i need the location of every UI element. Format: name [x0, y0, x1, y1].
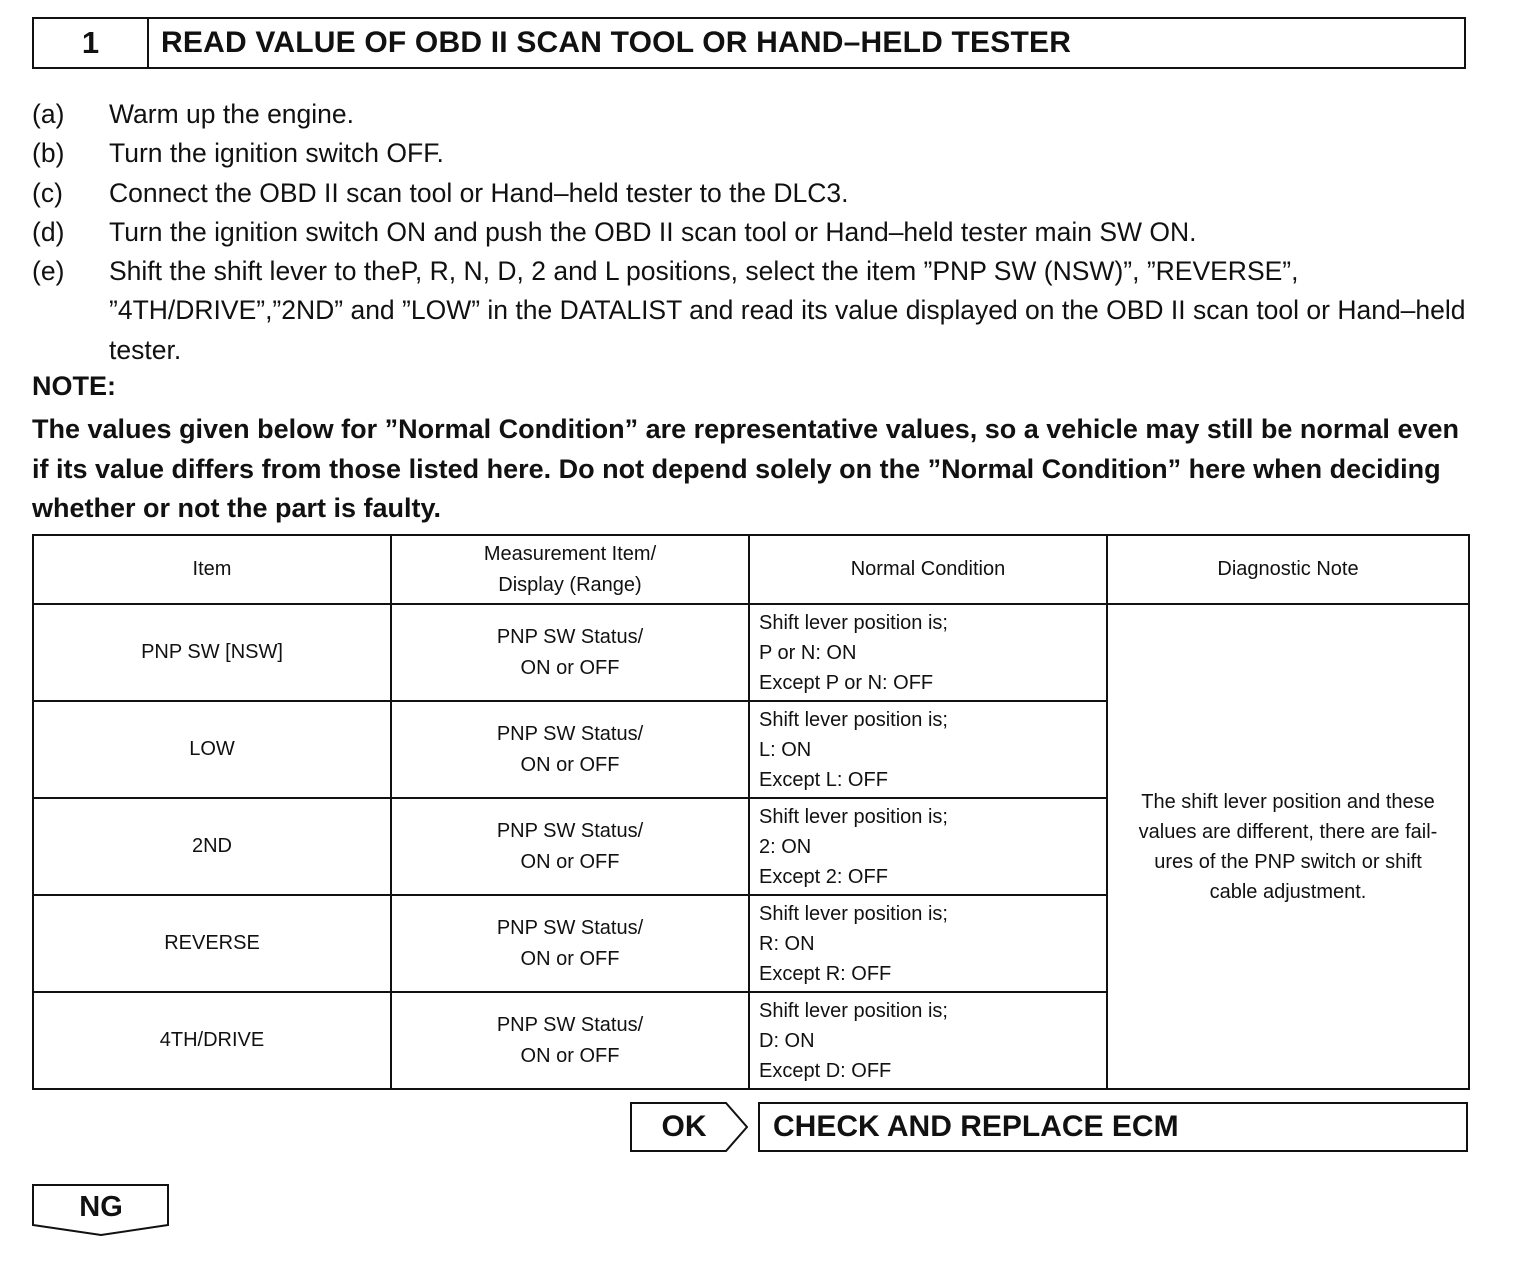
- condition-cell: [749, 798, 1107, 895]
- measurement-line: ON or OFF: [520, 1044, 620, 1067]
- note-heading: NOTE:: [32, 371, 116, 401]
- diagnostic-line: cable adjustment.: [1209, 880, 1367, 903]
- condition-line: L: ON: [759, 738, 812, 761]
- measurement-cell: [391, 701, 749, 798]
- table-header-row: [33, 535, 1469, 604]
- measurement-line: ON or OFF: [520, 753, 620, 776]
- item-cell: 4TH/DRIVE: [33, 992, 391, 1089]
- step-item: [32, 174, 1472, 213]
- step-label: (b): [32, 138, 65, 169]
- procedure-steps: [32, 95, 1472, 370]
- measurement-line: PNP SW Status/: [496, 722, 644, 745]
- step-text: Connect the OBD II scan tool or Hand–held tester to the DLC3.: [109, 177, 849, 208]
- measurement-line: ON or OFF: [520, 850, 620, 873]
- condition-cell: [749, 992, 1107, 1089]
- condition-cell: [749, 701, 1107, 798]
- condition-line: Shift lever position is;: [759, 611, 948, 634]
- condition-line: Shift lever position is;: [759, 708, 948, 731]
- step-text: Turn the ignition switch OFF.: [109, 138, 444, 169]
- step-label: (d): [32, 216, 65, 247]
- measurement-line: PNP SW Status/: [496, 916, 644, 939]
- measurement-cell: [391, 798, 749, 895]
- header-measurement-line: Display (Range): [498, 573, 642, 596]
- step-item: [32, 95, 1472, 134]
- condition-line: 2: ON: [759, 835, 812, 858]
- step-label: (e): [32, 256, 65, 287]
- header-normal-condition: Normal Condition: [749, 535, 1107, 604]
- step-text: Shift the shift lever to theP, R, N, D, 2 and L positions, select the item ”PNP SW (NSW)”, ”REVERSE”, ”4TH/DRIVE”,”2ND” and ”LOW” in the DATALIST and read its value displayed on the OBD II scan tool or Hand–held tester.: [109, 256, 1466, 365]
- condition-cell: [749, 604, 1107, 701]
- diagnostic-line: ures of the PNP switch or shift: [1154, 850, 1422, 873]
- note-text: The values given below for ”Normal Condition” are representative values, so a vehicle may still be normal even if its value differs from those listed here. Do not depend solely on the ”Normal Condition” here when deciding whether or not the part is faulty.: [32, 414, 1459, 523]
- step-number: 1: [34, 19, 149, 67]
- measurement-line: PNP SW Status/: [496, 1013, 644, 1036]
- condition-line: Shift lever position is;: [759, 805, 948, 828]
- measurement-cell: [391, 895, 749, 992]
- measurement-cell: [391, 604, 749, 701]
- step-header: [32, 17, 1466, 69]
- diagnostic-line: values are different, there are fail-: [1138, 820, 1438, 843]
- condition-line: Shift lever position is;: [759, 902, 948, 925]
- measurement-line: ON or OFF: [520, 656, 620, 679]
- step-item: [32, 252, 1472, 370]
- ok-branch: [630, 1102, 748, 1152]
- step-text: Warm up the engine.: [109, 99, 355, 129]
- condition-line: D: ON: [759, 1029, 815, 1052]
- condition-line: Except D: OFF: [759, 1059, 892, 1082]
- header-measurement: [391, 535, 749, 604]
- item-cell: 2ND: [33, 798, 391, 895]
- ng-branch: [32, 1184, 170, 1236]
- measurement-cell: [391, 992, 749, 1089]
- condition-line: Except P or N: OFF: [759, 671, 934, 694]
- condition-line: Shift lever position is;: [759, 999, 948, 1022]
- item-cell: PNP SW [NSW]: [33, 604, 391, 701]
- step-item: [32, 213, 1472, 252]
- condition-cell: [749, 895, 1107, 992]
- header-diagnostic-note: Diagnostic Note: [1107, 535, 1469, 604]
- condition-line: R: ON: [759, 932, 815, 955]
- measurement-line: ON or OFF: [520, 947, 620, 970]
- item-cell: REVERSE: [33, 895, 391, 992]
- step-text: Turn the ignition switch ON and push the OBD II scan tool or Hand–held tester main SW ON.: [109, 216, 1197, 247]
- step-item: [32, 134, 1472, 173]
- step-label: (a): [32, 99, 65, 129]
- item-cell: LOW: [33, 701, 391, 798]
- condition-line: P or N: ON: [759, 641, 857, 664]
- step-title: READ VALUE OF OBD II SCAN TOOL OR HAND–HELD TESTER: [161, 26, 1072, 59]
- table-row: [33, 604, 1469, 701]
- measurement-line: PNP SW Status/: [496, 819, 644, 842]
- ok-result: CHECK AND REPLACE ECM: [758, 1102, 1468, 1152]
- diagnostic-line: The shift lever position and these: [1141, 790, 1435, 813]
- ok-label: OK: [661, 1110, 707, 1143]
- step-label: (c): [32, 177, 63, 208]
- condition-line: Except 2: OFF: [759, 865, 888, 888]
- header-item: Item: [33, 535, 391, 604]
- ng-label: NG: [79, 1190, 123, 1223]
- diagnostic-note-cell: [1107, 604, 1469, 1089]
- measurement-line: PNP SW Status/: [496, 625, 644, 648]
- condition-line: Except L: OFF: [759, 768, 888, 791]
- condition-line: Except R: OFF: [759, 962, 892, 985]
- header-measurement-line: Measurement Item/: [483, 542, 657, 565]
- data-list-table: [32, 534, 1470, 1090]
